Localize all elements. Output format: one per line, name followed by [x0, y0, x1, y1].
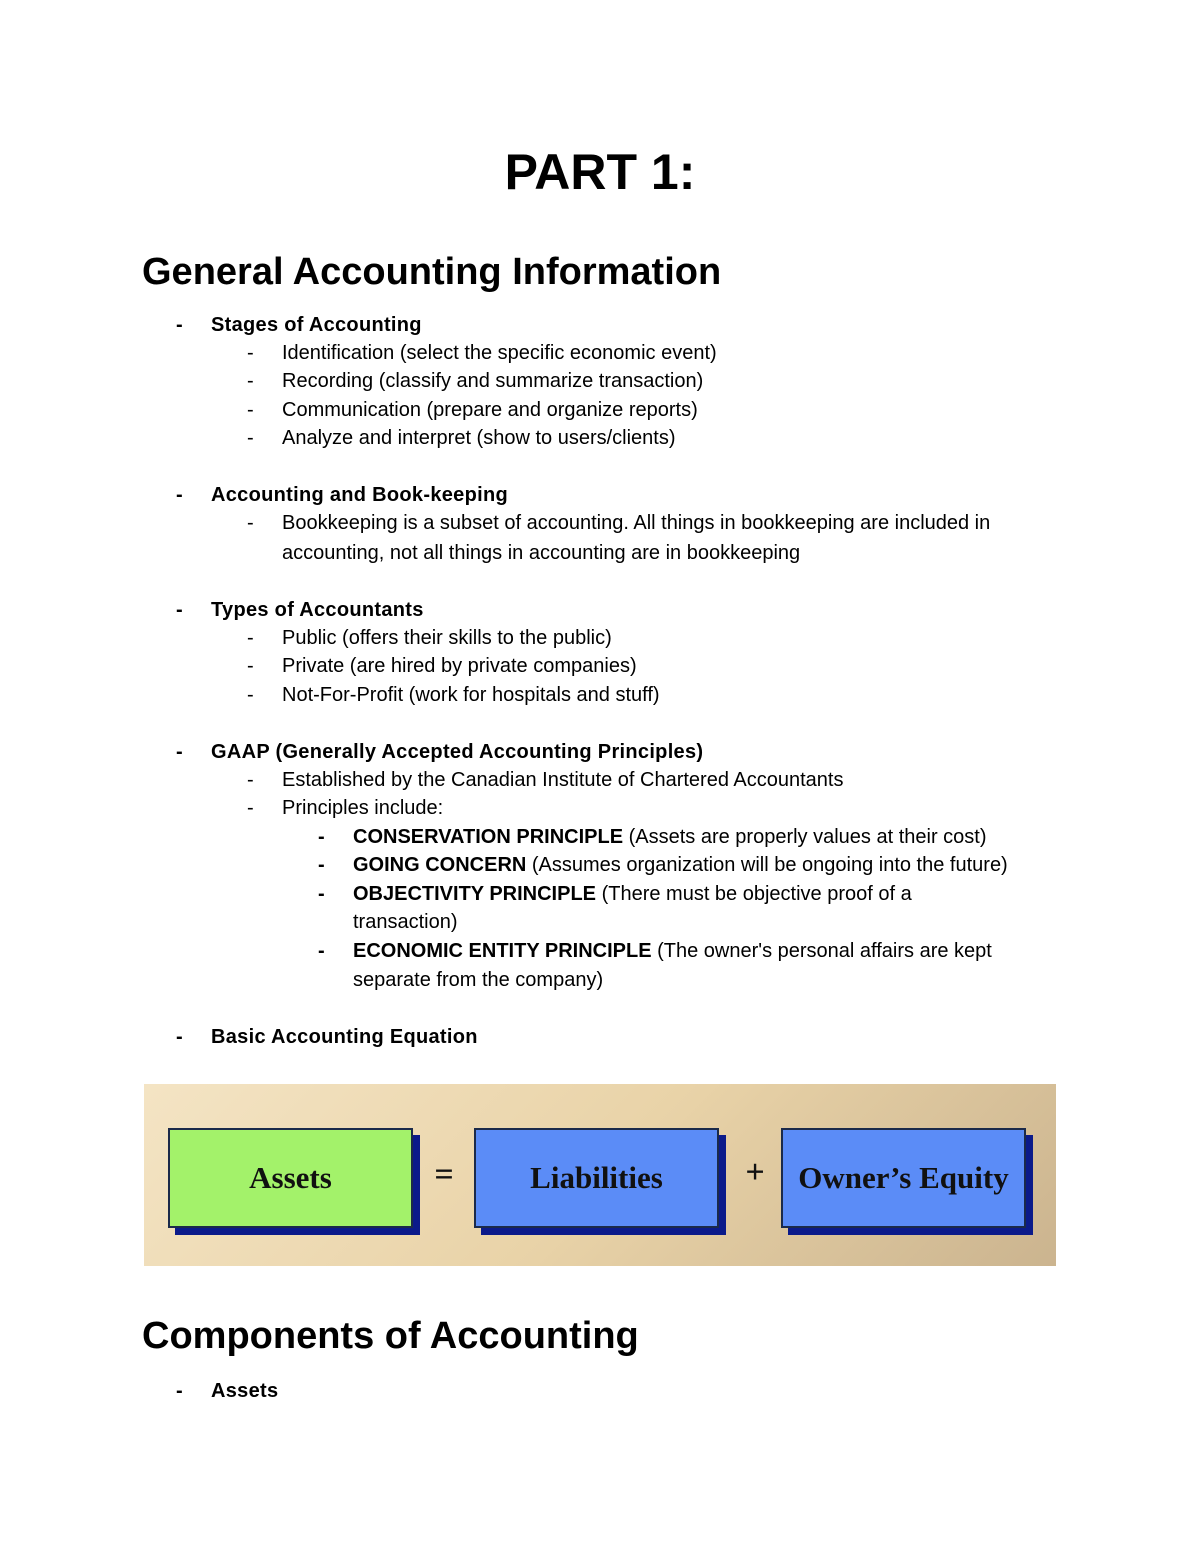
heading-gaap: GAAP (Generally Accepted Accounting Principles) — [211, 741, 704, 763]
accounting-equation-diagram — [144, 1084, 1056, 1266]
owners-equity-box: Owner’s Equity — [781, 1128, 1026, 1228]
section-title-general: General Accounting Information — [142, 251, 722, 293]
part-title: PART 1: — [504, 144, 696, 200]
heading-stages: Stages of Accounting — [211, 314, 422, 336]
heading-equation: Basic Accounting Equation — [211, 1026, 478, 1048]
section-title-components: Components of Accounting — [142, 1315, 639, 1357]
heading-bookkeeping: Accounting and Book-keeping — [211, 484, 508, 506]
plus-sign: + — [745, 1154, 765, 1191]
equals-sign: = — [434, 1156, 454, 1193]
assets-box: Assets — [168, 1128, 413, 1228]
heading-accountants: Types of Accountants — [211, 599, 424, 621]
heading-assets: Assets — [211, 1380, 279, 1402]
liabilities-box: Liabilities — [474, 1128, 719, 1228]
